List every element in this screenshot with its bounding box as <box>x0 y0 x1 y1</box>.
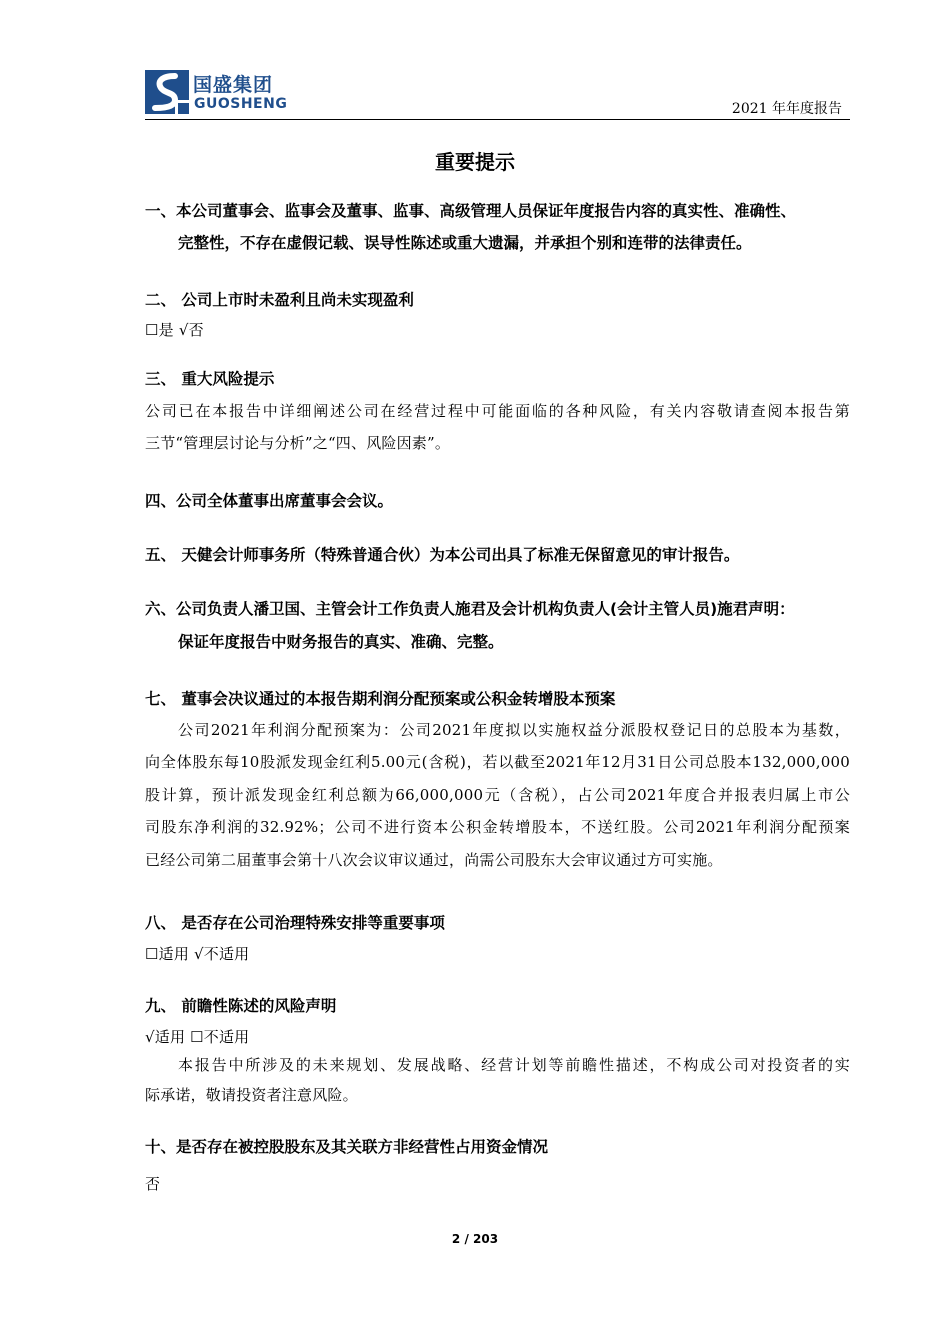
section-3-heading: 三、 重大风险提示 <box>145 370 275 388</box>
section-7-heading: 七、 董事会决议通过的本报告期利润分配预案或公积金转增股本预案 <box>145 690 616 708</box>
section-6-line-2: 保证年度报告中财务报告的真实、准确、完整。 <box>178 633 504 651</box>
section-7-line-3: 股计算，预计派发现金红利总额为66,000,000元（含税），占公司2021年度合并报表归属上市公 <box>145 786 850 804</box>
logo-english-text: GUOSHENG <box>194 96 288 112</box>
section-5-heading: 五、 天健会计师事务所（特殊普通合伙）为本公司出具了标准无保留意见的审计报告。 <box>145 546 740 564</box>
section-10-answer: 否 <box>145 1175 161 1193</box>
page-title: 重要提示 <box>435 150 515 174</box>
section-6-line-1: 六、公司负责人潘卫国、主管会计工作负责人施君及会计机构负责人(会计主管人员)施君声明： <box>145 600 795 618</box>
section-7-line-1: 公司2021年利润分配预案为：公司2021年度拟以实施权益分派股权登记日的总股本为基数， <box>178 721 850 739</box>
company-logo <box>145 68 305 116</box>
section-3-line-1: 公司已在本报告中详细阐述公司在经营过程中可能面临的各种风险，有关内容敬请查阅本报告第 <box>145 402 850 420</box>
guosheng-logo-icon <box>145 70 189 114</box>
section-7-line-2: 向全体股东每10股派发现金红利5.00元(含税)，若以截至2021年12月31日公司总股本132,000,000 <box>145 753 850 771</box>
section-7-line-4: 司股东净利润的32.92%；公司不进行资本公积金转增股本，不送红股。公司2021年利润分配预案 <box>145 818 850 836</box>
section-9-heading: 九、 前瞻性陈述的风险声明 <box>145 997 337 1015</box>
section-9-option: √适用 ☐不适用 <box>145 1028 250 1046</box>
page-header <box>145 64 850 120</box>
section-9-line-2: 际承诺，敬请投资者注意风险。 <box>145 1086 358 1104</box>
section-10-heading: 十、是否存在被控股股东及其关联方非经营性占用资金情况 <box>145 1138 549 1156</box>
section-2-option: ☐是 √否 <box>145 321 204 339</box>
section-7-line-5: 已经公司第二届董事会第十八次会议审议通过，尚需公司股东大会审议通过方可实施。 <box>145 851 723 869</box>
section-1-line-2: 完整性，不存在虚假记载、误导性陈述或重大遗漏，并承担个别和连带的法律责任。 <box>178 234 752 252</box>
section-3-line-2: 三节“管理层讨论与分析”之“四、风险因素”。 <box>145 434 451 452</box>
section-1-line-1: 一、本公司董事会、监事会及董事、监事、高级管理人员保证年度报告内容的真实性、准确性、 <box>145 202 797 220</box>
section-4-heading: 四、公司全体董事出席董事会会议。 <box>145 492 394 510</box>
section-2-heading: 二、 公司上市时未盈利且尚未实现盈利 <box>145 291 414 309</box>
page-number: 2 / 203 <box>451 1232 499 1246</box>
header-divider <box>145 119 850 120</box>
section-9-line-1: 本报告中所涉及的未来规划、发展战略、经营计划等前瞻性描述，不构成公司对投资者的实 <box>178 1056 850 1074</box>
report-title: 2021 年年度报告 <box>731 101 842 117</box>
section-8-heading: 八、 是否存在公司治理特殊安排等重要事项 <box>145 914 445 932</box>
section-8-option: ☐适用 √不适用 <box>145 945 250 963</box>
logo-chinese-text: 国盛集团 <box>193 74 274 96</box>
